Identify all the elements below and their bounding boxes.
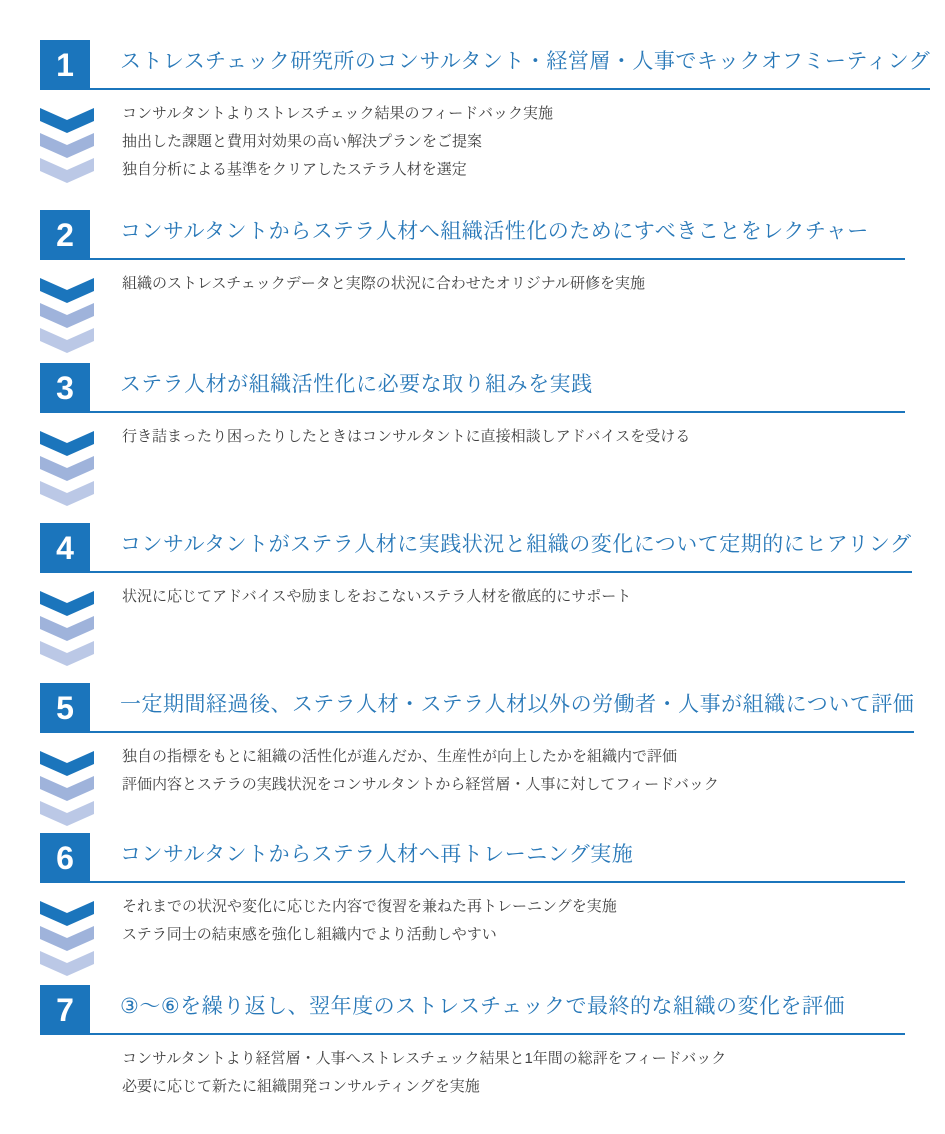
chevron-down-icon xyxy=(40,743,94,826)
step-title: 一定期間経過後、ステラ人材・ステラ人材以外の労働者・人事が組織について評価 xyxy=(120,693,915,716)
step-heading-underline xyxy=(90,985,905,1035)
step-number-badge: 2 xyxy=(40,210,90,260)
step-title: コンサルタントからステラ人材へ再トレーニング実施 xyxy=(120,843,634,866)
chevron-down-icon xyxy=(40,893,94,976)
step-4-header xyxy=(40,523,912,573)
step-description xyxy=(122,1045,726,1101)
step-2 xyxy=(40,210,905,353)
description-line: それまでの状況や変化に応じた内容で復習を兼ねた再トレーニングを実施 xyxy=(122,898,617,915)
step-3 xyxy=(40,363,905,506)
step-number-badge: 6 xyxy=(40,833,90,883)
description-line: 抽出した課題と費用対効果の高い解決プランをご提案 xyxy=(122,133,483,150)
description-line: コンサルタントよりストレスチェック結果のフィードバック実施 xyxy=(122,105,553,122)
step-description xyxy=(122,423,690,506)
description-line: 状況に応じてアドバイスや励ましをおこないステラ人材を徹底的にサポート xyxy=(122,588,632,605)
step-6-header xyxy=(40,833,905,883)
step-number-badge: 5 xyxy=(40,683,90,733)
step-1-body xyxy=(40,100,905,184)
step-1 xyxy=(40,40,931,184)
step-number-badge: 1 xyxy=(40,40,90,90)
step-heading-underline xyxy=(90,683,914,733)
step-description xyxy=(122,893,617,976)
step-5 xyxy=(40,683,915,826)
description-line: 独自の指標をもとに組織の活性化が進んだか、生産性が向上したかを組織内で評価 xyxy=(122,748,678,765)
step-number-badge: 3 xyxy=(40,363,90,413)
step-description xyxy=(122,743,719,826)
description-line: コンサルタントより経営層・人事へストレスチェック結果と1年間の総評をフィードバック xyxy=(122,1050,727,1067)
step-1-header xyxy=(40,40,931,90)
description-line: 組織のストレスチェックデータと実際の状況に合わせたオリジナル研修を実施 xyxy=(122,275,646,292)
step-title: コンサルタントからステラ人材へ組織活性化のためにすべきことをレクチャー xyxy=(120,220,869,243)
step-6-body xyxy=(40,893,905,976)
step-7 xyxy=(40,985,905,1101)
step-title: コンサルタントがステラ人材に実践状況と組織の変化について定期的にヒアリング xyxy=(120,533,912,556)
step-7-header xyxy=(40,985,905,1035)
description-line: 必要に応じて新たに組織開発コンサルティングを実施 xyxy=(122,1078,480,1095)
step-number-badge: 7 xyxy=(40,985,90,1035)
description-line: ステラ同士の結束感を強化し組織内でより活動しやすい xyxy=(122,926,497,943)
step-3-header xyxy=(40,363,905,413)
step-4-body xyxy=(40,583,905,666)
chevron-down-icon xyxy=(40,583,94,666)
step-heading-underline xyxy=(90,523,912,573)
step-heading-underline xyxy=(90,210,905,260)
chevron-spacer xyxy=(40,1045,94,1101)
step-description xyxy=(122,583,631,666)
step-heading-underline xyxy=(90,833,905,883)
step-4 xyxy=(40,523,912,666)
chevron-down-icon xyxy=(40,100,94,184)
chevron-down-icon xyxy=(40,423,94,506)
step-title: ③～⑥を繰り返し、翌年度のストレスチェックで最終的な組織の変化を評価 xyxy=(120,995,845,1018)
step-number-badge: 4 xyxy=(40,523,90,573)
step-2-body xyxy=(40,270,905,353)
description-line: 独自分析による基準をクリアしたステラ人材を選定 xyxy=(122,161,467,178)
step-3-body xyxy=(40,423,905,506)
step-description xyxy=(122,100,553,184)
step-heading-underline xyxy=(90,40,930,90)
step-title: ステラ人材が組織活性化に必要な取り組みを実践 xyxy=(120,373,593,396)
description-line: 評価内容とステラの実践状況をコンサルタントから経営層・人事に対してフィードバック xyxy=(122,776,719,793)
step-title: ストレスチェック研究所のコンサルタント・経営層・人事でキックオフミーティング xyxy=(120,50,931,73)
step-2-header xyxy=(40,210,905,260)
step-5-header xyxy=(40,683,915,733)
description-line: 行き詰まったり困ったりしたときはコンサルタントに直接相談しアドバイスを受ける xyxy=(122,428,691,445)
step-heading-underline xyxy=(90,363,905,413)
step-description xyxy=(122,270,645,353)
step-6 xyxy=(40,833,905,976)
step-5-body xyxy=(40,743,905,826)
chevron-down-icon xyxy=(40,270,94,353)
step-7-body xyxy=(40,1045,905,1101)
